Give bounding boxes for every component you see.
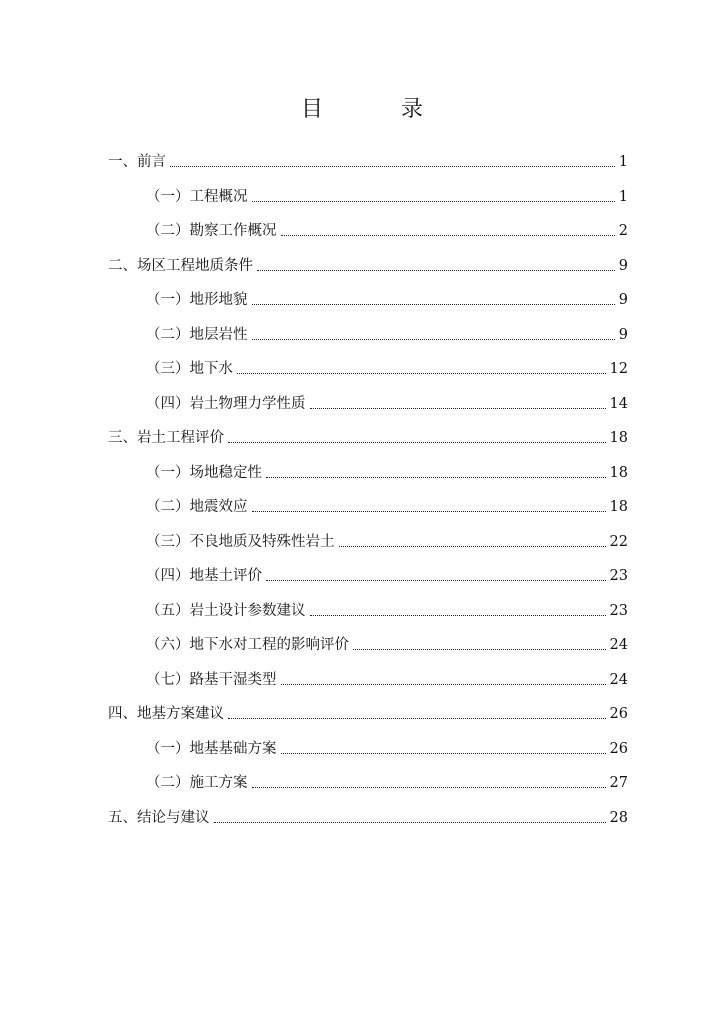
toc-entry [146, 565, 628, 587]
toc-entry-page: 18 [609, 464, 628, 481]
toc-dot-leader [266, 580, 606, 581]
toc-entry [146, 324, 628, 346]
toc-entry-label: （七）路基干湿类型 [146, 671, 277, 688]
toc-entry-label: （六）地下水对工程的影响评价 [146, 637, 349, 653]
toc-dot-leader [339, 546, 606, 547]
toc-entry [108, 807, 628, 829]
toc-entry-page: 22 [609, 533, 628, 550]
toc-dot-leader [170, 166, 615, 167]
toc-entry-label: （一）地形地貌 [146, 292, 248, 308]
toc-dot-leader [252, 339, 615, 340]
toc-entry-label: 四、地基方案建议 [108, 706, 224, 722]
toc-dot-leader [281, 684, 606, 685]
toc-entry-page: 26 [609, 706, 628, 722]
toc-dot-leader [252, 304, 615, 305]
toc-entry [108, 255, 628, 277]
toc-entry-label: （一）工程概况 [146, 188, 248, 205]
toc-dot-leader [228, 718, 606, 719]
toc-entry [146, 358, 628, 380]
toc-entry-page: 1 [618, 154, 628, 170]
toc-entry-label: （二）地层岩性 [146, 326, 248, 343]
toc-entry [146, 496, 628, 518]
toc-entry [146, 600, 628, 622]
toc-entry [146, 669, 628, 691]
toc-entry [146, 531, 628, 553]
toc-entry [108, 151, 628, 173]
toc-entry-label: 二、场区工程地质条件 [108, 257, 253, 274]
toc-entry-page: 28 [609, 809, 628, 826]
toc-entry-label: （四）岩土物理力学性质 [146, 395, 306, 412]
toc-entry-page: 27 [609, 775, 628, 791]
toc-entry [146, 462, 628, 484]
toc-entry-label: （三）地下水 [146, 361, 233, 377]
toc-entry [146, 738, 628, 760]
toc-dot-leader [252, 201, 615, 202]
toc-dot-leader [266, 477, 606, 478]
toc-dot-leader [281, 753, 606, 754]
toc-entry-page: 1 [618, 188, 628, 205]
toc-entry [146, 772, 628, 794]
toc-entry-label: 一、前言 [108, 154, 166, 170]
toc-entry-label: （四）地基土评价 [146, 568, 262, 584]
toc-dot-leader [257, 270, 615, 271]
toc-dot-leader [281, 235, 615, 236]
toc-entry [146, 289, 628, 311]
toc-title: 目 录 [300, 97, 451, 122]
toc-entry-label: （一）场地稳定性 [146, 464, 262, 481]
toc-dot-leader [252, 511, 606, 512]
toc-dot-leader [228, 442, 606, 443]
toc-entry [146, 634, 628, 656]
toc-entry-label: （一）地基基础方案 [146, 740, 277, 757]
toc-entry-page: 12 [609, 361, 628, 377]
toc-entry [146, 393, 628, 415]
toc-entry-label: （二）施工方案 [146, 775, 248, 791]
toc-dot-leader [237, 373, 606, 374]
toc-entry [108, 703, 628, 725]
toc-entry-label: （二）地震效应 [146, 499, 248, 515]
toc-entry-page: 18 [609, 430, 628, 446]
toc-entry [146, 220, 628, 242]
toc-dot-leader [252, 787, 606, 788]
toc-entry-page: 24 [609, 637, 628, 653]
toc-dot-leader [214, 822, 606, 823]
toc-entry-page: 2 [618, 223, 628, 239]
toc-entry-page: 9 [618, 326, 628, 343]
toc-entry-page: 18 [609, 499, 628, 515]
toc-entry-label: 五、结论与建议 [108, 809, 210, 826]
toc-entry-page: 24 [609, 671, 628, 688]
toc-dot-leader [310, 408, 606, 409]
toc-entry-page: 26 [609, 740, 628, 757]
toc-entry-page: 23 [609, 602, 628, 619]
toc-entry [108, 427, 628, 449]
toc-entry-page: 23 [609, 568, 628, 584]
toc-entry-label: 三、岩土工程评价 [108, 430, 224, 446]
toc-entry-page: 9 [618, 292, 628, 308]
toc-entry-page: 9 [618, 257, 628, 274]
toc-entry [146, 186, 628, 208]
toc-dot-leader [353, 649, 606, 650]
toc-dot-leader [310, 615, 606, 616]
toc-entry-label: （二）勘察工作概况 [146, 223, 277, 239]
toc-entry-label: （三）不良地质及特殊性岩土 [146, 533, 335, 550]
toc-entry-page: 14 [609, 395, 628, 412]
toc-entry-label: （五）岩土设计参数建议 [146, 602, 306, 619]
